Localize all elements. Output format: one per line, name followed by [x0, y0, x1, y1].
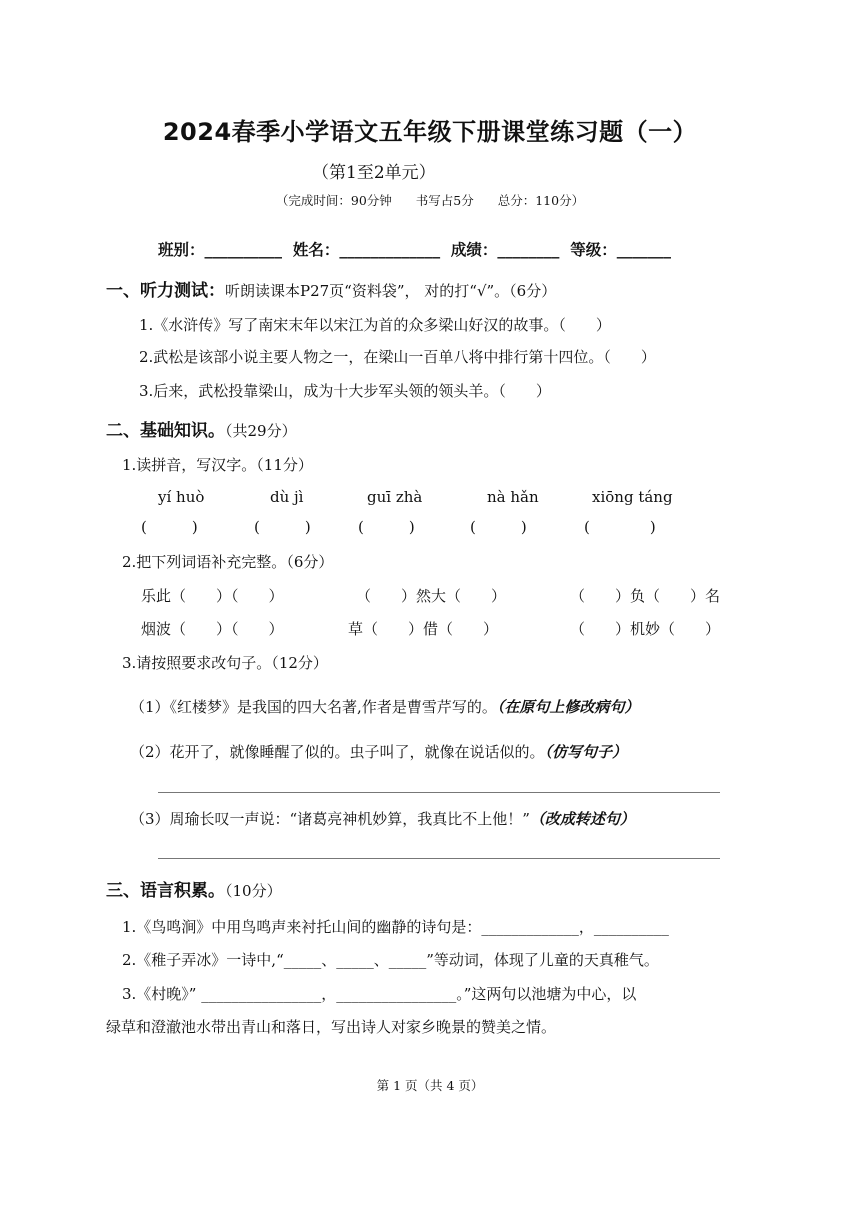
section1-instruction: 听朗读课本P27页“资料袋”， 对的打“√”。（6分） [225, 282, 557, 300]
pinyin-answer-4[interactable]: ( ) [470, 518, 527, 536]
q3-label: 3.请按照要求改句子。（12分） [122, 654, 328, 672]
section3-heading: 三、语言积累。 [106, 881, 225, 901]
pinyin-5: xiōng táng [592, 488, 673, 506]
q1-label: 1.读拼音，写汉字。（11分） [122, 456, 313, 474]
section1-item-2: 2.武松是该部小说主要人物之一，在梁山一百单八将中排行第十四位。（ ） [139, 348, 656, 366]
q3-item-3-tip: （改成转述句） [529, 810, 635, 828]
section2-note: （共29分） [225, 422, 297, 440]
q3-item-1-tip: （在原句上修改病句） [496, 698, 640, 716]
meta-time: （完成时间：90分钟 [275, 193, 392, 208]
class-field[interactable]: 班别：__________ [158, 241, 283, 259]
idiom-6[interactable]: （ ）机妙（ ） [570, 620, 721, 638]
pinyin-3: guī zhà [367, 488, 423, 506]
q3-item-2 [130, 741, 627, 762]
section1-item-3: 3.后来，武松投靠梁山，成为十大步军头领的领头羊。（ ） [139, 382, 551, 400]
student-info-row [158, 238, 671, 260]
idiom-3[interactable]: （ ）负（ ）名 [570, 587, 721, 605]
idiom-4[interactable]: 烟波（ ）（ ） [141, 620, 284, 638]
pinyin-answer-3[interactable]: ( ) [358, 518, 415, 536]
section1-header [106, 276, 556, 301]
answer-line-3[interactable] [158, 858, 720, 859]
q3-item-2-tip: （仿写句子） [544, 743, 628, 761]
page-title: 2024春季小学语文五年级下册课堂练习题（一） [162, 118, 698, 146]
q3-item-1 [130, 696, 639, 717]
idiom-2[interactable]: （ ）然大（ ） [356, 587, 507, 605]
page-subtitle: （第1至2单元） [312, 163, 436, 183]
q3-item-3 [130, 808, 635, 829]
q3-item-2-text: （2）花开了，就像睡醒了似的。虫子叫了，就像在说话似的。 [130, 743, 545, 761]
section3-item-1: 1.《鸟鸣涧》中用鸟鸣声来衬托山间的幽静的诗句是：_____________，__________ [122, 918, 669, 936]
pinyin-answer-2[interactable]: ( ) [254, 518, 311, 536]
pinyin-1: yí huò [158, 488, 205, 506]
pinyin-answer-1[interactable]: ( ) [141, 518, 198, 536]
grade-field[interactable]: 等级：_______ [570, 241, 671, 259]
section3-item-3-continuation: 绿草和澄澈池水带出青山和落日，写出诗人对家乡晚景的赞美之情。 [106, 1018, 557, 1036]
idiom-5[interactable]: 草（ ）借（ ） [348, 620, 499, 638]
name-field[interactable]: 姓名：_____________ [292, 241, 441, 259]
section3-item-2: 2.《稚子弄冰》一诗中,“_____、_____、_____”等动词，体现了儿童的天真稚气。 [122, 951, 659, 969]
q2-label: 2.把下列词语补充完整。（6分） [122, 553, 334, 571]
exam-meta [0, 191, 860, 209]
pinyin-answer-5[interactable]: ( ) [584, 518, 656, 536]
meta-writing: 书写占5分 [415, 193, 474, 208]
section2-heading: 二、基础知识。 [106, 421, 225, 441]
section3-note: （10分） [225, 882, 282, 900]
pinyin-2: dù jì [270, 488, 304, 506]
meta-total: 总分：110分） [497, 193, 585, 208]
score-field[interactable]: 成绩：________ [450, 241, 560, 259]
section3-header [106, 876, 282, 901]
idiom-1[interactable]: 乐此（ ）（ ） [141, 587, 284, 605]
q3-item-3-text: （3）周瑜长叹一声说：“诸葛亮神机妙算，我真比不上他！” [130, 810, 530, 828]
q3-item-1-text: （1）《红楼梦》是我国的四大名著,作者是曹雪芹写的。 [130, 698, 497, 716]
section1-item-1: 1.《水浒传》写了南宋末年以宋江为首的众多梁山好汉的故事。（ ） [139, 316, 611, 334]
page-footer: 第 1 页（共 4 页） [376, 1078, 484, 1093]
section1-heading: 一、听力测试： [106, 281, 225, 301]
pinyin-4: nà hǎn [487, 488, 539, 506]
section2-header [106, 416, 297, 441]
answer-line-2[interactable] [158, 792, 720, 793]
section3-item-3: 3.《村晚》” ________________，________________。”这两句以池塘为中心，以 [122, 985, 637, 1003]
